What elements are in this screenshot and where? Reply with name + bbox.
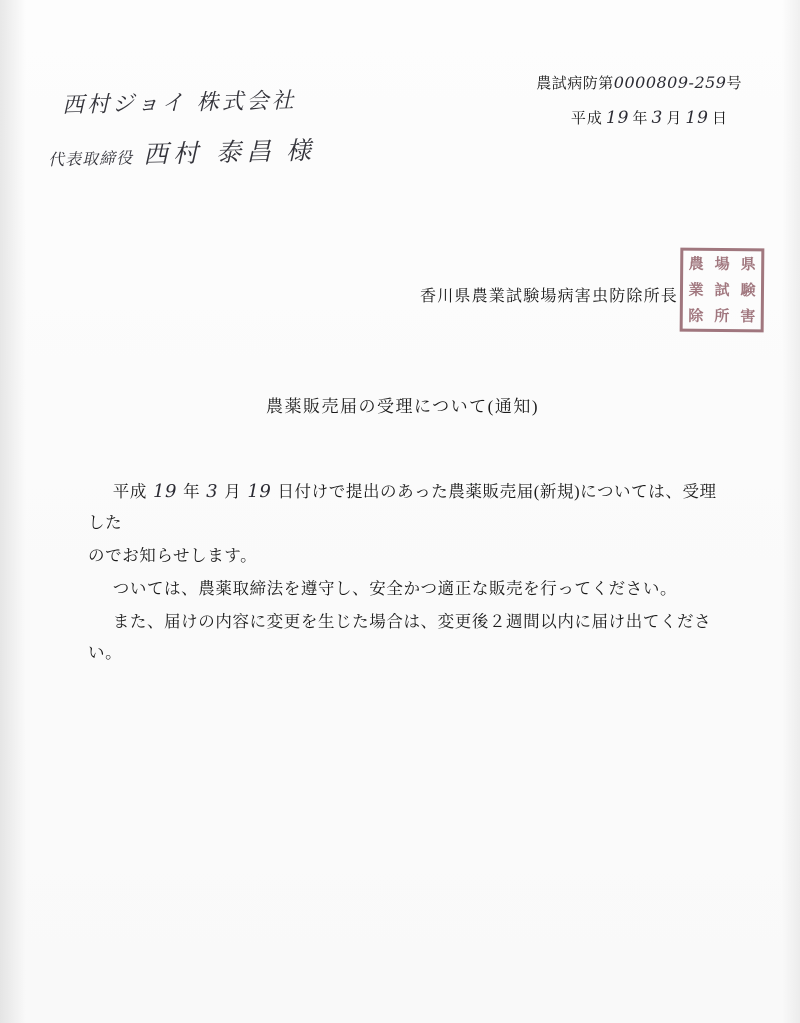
body-para1-rest: 日付けで提出のあった農薬販売届(新規)については、受理した [88, 482, 717, 532]
body-para1-lead: 平成 [112, 482, 147, 501]
addressee-honorific: 様 [285, 135, 317, 166]
seal-char: 験 [740, 280, 756, 299]
body-paragraph-1-cont: のでお知らせします。 [88, 546, 258, 565]
body-para1-day-handwritten: 19 [247, 481, 272, 502]
seal-char: 所 [714, 306, 730, 325]
date-year-handwritten: 19 [605, 108, 630, 128]
body-paragraph-3: また、届けの内容に変更を生じた場合は、変更後２週間以内に届け出てください。 [88, 612, 712, 662]
date-day-handwritten: 19 [685, 108, 709, 128]
seal-char: 除 [688, 306, 704, 325]
date-era: 平成 [570, 111, 603, 127]
date-month-handwritten: 3 [651, 108, 664, 128]
body-para1-year-handwritten: 19 [152, 481, 178, 502]
addressee-person [48, 131, 317, 174]
date-day-label: 日 [711, 111, 728, 127]
date-year-label: 年 [632, 111, 649, 127]
addressee-company: 西村ジョイ 株式会社 [61, 88, 297, 119]
addressee-role: 代表取締役 [47, 148, 134, 170]
document-number-prefix: 農試病防第 [536, 76, 614, 92]
body-paragraph-2: ついては、農薬取締法を遵守し、安全かつ適正な販売を行ってください。 [112, 579, 678, 598]
document-date [571, 107, 728, 128]
body-para1-year-label: 年 [183, 482, 201, 501]
official-seal-icon [680, 248, 765, 333]
document-number-handwritten-value: 0000809-259 [613, 73, 727, 92]
issuer-name: 香川県農業試験場病害虫防除所長 [420, 288, 679, 305]
seal-char: 県 [740, 254, 756, 273]
addressee-name: 西村 泰昌 [142, 136, 277, 169]
document-body [88, 476, 722, 670]
seal-char: 場 [714, 254, 730, 273]
document-title: 農薬販売届の受理について(通知) [266, 397, 539, 416]
seal-char: 試 [714, 280, 730, 299]
body-paragraph-1 [88, 476, 722, 538]
body-para1-month-handwritten: 3 [206, 481, 219, 502]
document-number-suffix: 号 [726, 76, 742, 92]
seal-char: 農 [688, 254, 704, 273]
date-month-label: 月 [666, 111, 683, 127]
document-number [536, 72, 742, 93]
body-para1-month-label: 月 [224, 482, 242, 501]
seal-char: 業 [688, 280, 704, 299]
seal-char: 害 [740, 306, 756, 325]
